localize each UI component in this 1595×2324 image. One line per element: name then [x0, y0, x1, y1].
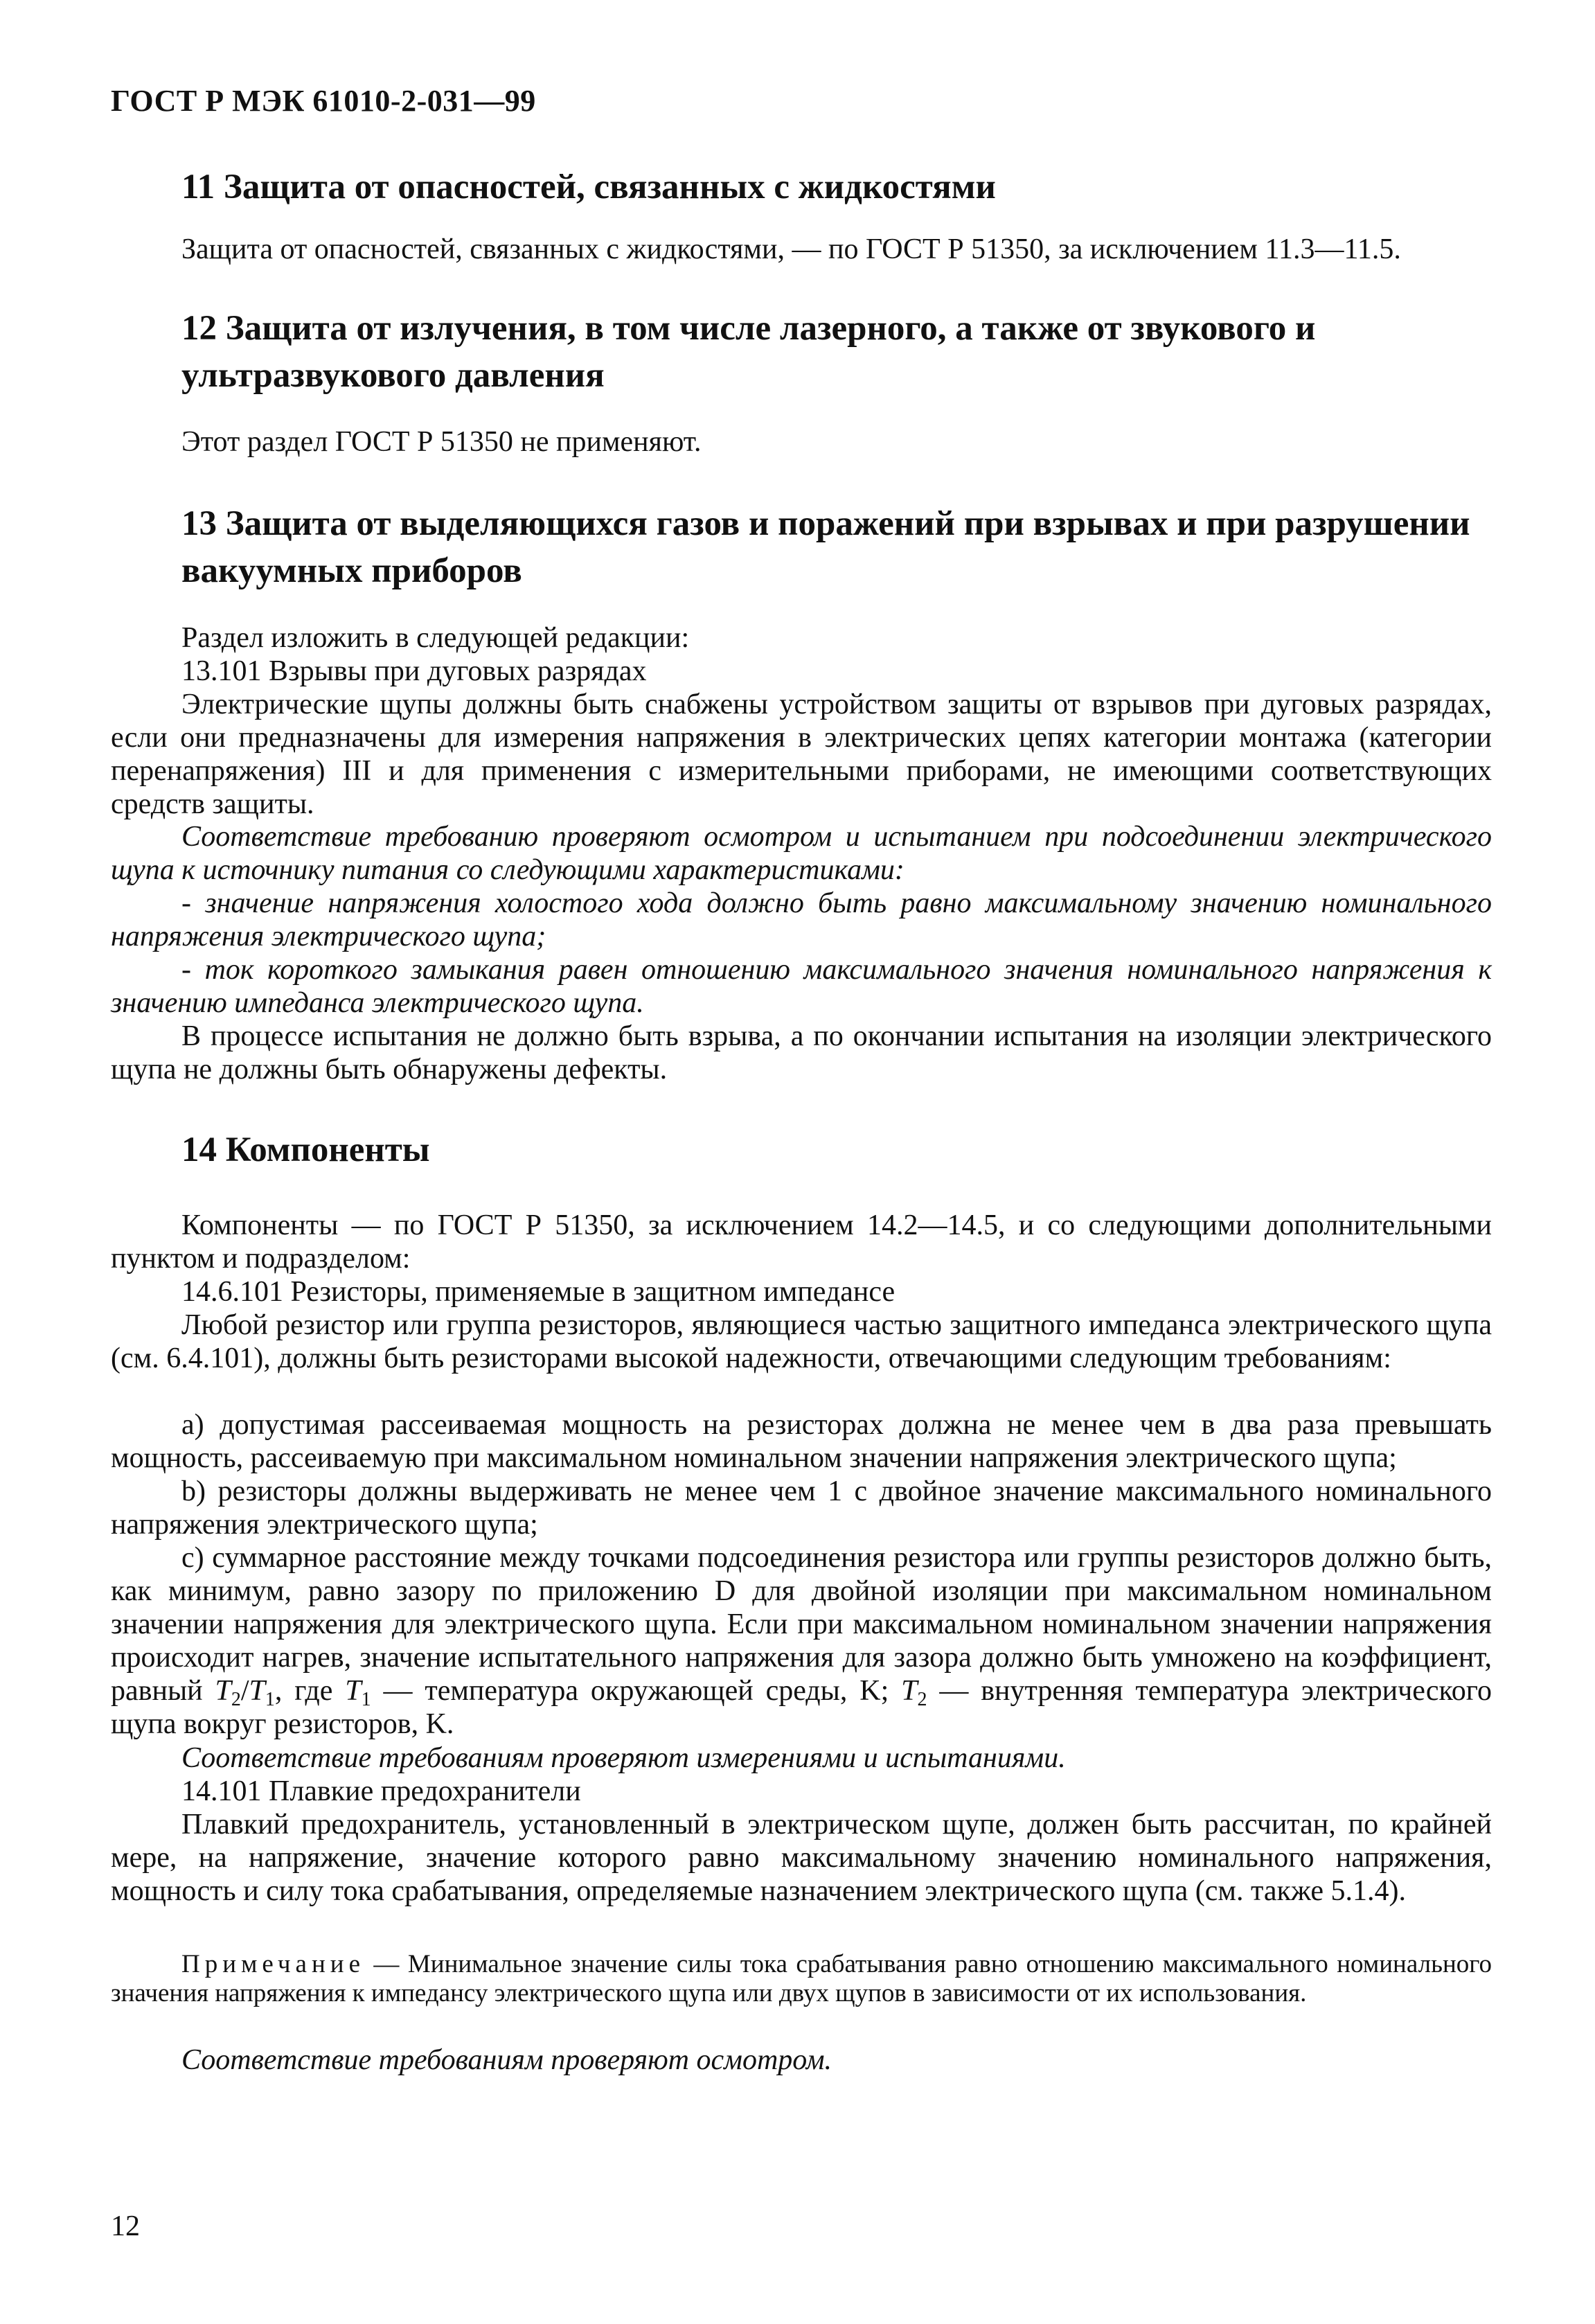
section-14-intro: Компоненты — по ГОСТ Р 51350, за исключением 14.2—14.5, и со следующими дополнительными пунктом и подразделом: [111, 1209, 1492, 1275]
section-14-subclause-1: 14.6.101 Резисторы, применяемые в защитном импедансе [181, 1276, 895, 1308]
symbol-t: T [249, 1675, 265, 1707]
requirement-c-text-2: , где [274, 1675, 346, 1707]
subscript-2: 2 [917, 1689, 927, 1710]
requirement-c-text-4: — внутренняя температура электрического щупа вокруг резисторов, K. [111, 1675, 1492, 1740]
slash: / [240, 1675, 249, 1707]
section-11-title: 11 Защита от опасностей, связанных с жидкостями [181, 168, 996, 206]
section-14-compliance-check-2: Соответствие требованиям проверяют осмотром. [181, 2044, 832, 2076]
note [111, 1950, 1492, 2008]
symbol-t: T [901, 1675, 918, 1707]
section-14-title: 14 Компоненты [181, 1130, 430, 1169]
section-14-paragraph-2: Плавкий предохранитель, установленный в электрическом щупе, должен быть рассчитан, по крайней мере, на напряжение, значение которого равно максимальному значению номинального напряжения, мощность и силу тока срабатывания, определяемые назначением электрического щупа (см. также 5.1.4). [111, 1809, 1492, 1907]
section-13-intro: Раздел изложить в следующей редакции: [181, 622, 690, 654]
requirement-c [111, 1541, 1492, 1741]
subscript-1: 1 [265, 1689, 275, 1710]
section-13-compliance-check: Соответствие требованию проверяют осмотром и испытанием при подсоединении электрического щупа к источнику питания со следующими характеристиками: [111, 821, 1492, 886]
section-14-compliance-check-1: Соответствие требованиям проверяют измерениями и испытаниями. [181, 1742, 1066, 1774]
requirement-b: b) резисторы должны выдерживать не менее чем 1 с двойное значение максимального номинального напряжения электрического щупа; [111, 1475, 1492, 1541]
requirement-a: а) допустимая рассеиваемая мощность на резисторах должна не менее чем в два раза превышать мощность, рассеиваемую при максимальном номинальном значении напряжения электрического щупа; [111, 1409, 1492, 1474]
symbol-t: T [215, 1675, 231, 1707]
section-14-paragraph-1: Любой резистор или группа резисторов, являющиеся частью защитного импеданса электрического щупа (см. 6.4.101), должны быть резисторами высокой надежности, отвечающими следующим требованиям: [111, 1309, 1492, 1374]
page-number: 12 [111, 2210, 140, 2242]
note-text: — Минимальное значение силы тока срабатывания равно отношению максимального номинального значения напряжения к импедансу электрического щупа или двух щупов в зависимости от их использования. [111, 1950, 1492, 2007]
section-13-title: 13 Защита от выделяющихся газов и поражений при взрывах и при разрушении вакуумных приборов [181, 504, 1470, 590]
requirement-c-text-3: — температура окружающей среды, K; [371, 1675, 902, 1707]
requirement-c-text-1: с) суммарное расстояние между точками подсоединения резистора или группы резисторов должно быть, как минимум, равно зазору по приложению D для двойной изоляции при максимальном номинальном значении напряжения для электрического щупа. Если при максимальном номинальном значении напряжения происходит нагрев, значение испытательного напряжения для зазора должно быть умножено на коэффициент, равный [111, 1542, 1492, 1707]
note-label: Примечание [181, 1950, 365, 1978]
section-14-subclause-2: 14.101 Плавкие предохранители [181, 1775, 581, 1807]
subscript-2: 2 [231, 1689, 241, 1710]
subscript-1: 1 [361, 1689, 371, 1710]
section-12-title: 12 Защита от излучения, в том числе лазерного, а также от звукового и ультразвукового давления [181, 309, 1316, 395]
section-12-text: Этот раздел ГОСТ Р 51350 не применяют. [181, 426, 702, 458]
section-13-paragraph-1: Электрические щупы должны быть снабжены устройством защиты от взрывов при дуговых разрядах, если они предназначены для измерения напряжения в электрических цепях категории монтажа (категории перенапряжения) III и для применения с измерительными приборами, не имеющими соответствующих средств защиты. [111, 689, 1492, 820]
section-13-subclause: 13.101 Взрывы при дуговых разрядах [181, 655, 647, 687]
section-13-paragraph-2: В процессе испытания не должно быть взрыва, а по окончании испытания на изоляции электрического щупа не должны быть обнаружены дефекты. [111, 1020, 1492, 1085]
symbol-t: T [345, 1675, 362, 1707]
section-13-item-2: - ток короткого замыкания равен отношению максимального значения номинального напряжения к значению импеданса электрического щупа. [111, 954, 1492, 1019]
running-header: ГОСТ Р МЭК 61010-2-031—99 [111, 84, 536, 118]
section-11-text: Защита от опасностей, связанных с жидкостями, — по ГОСТ Р 51350, за исключением 11.3—11.5. [181, 233, 1401, 265]
section-13-item-1: - значение напряжения холостого хода должно быть равно максимальному значению номинального напряжения электрического щупа; [111, 887, 1492, 952]
